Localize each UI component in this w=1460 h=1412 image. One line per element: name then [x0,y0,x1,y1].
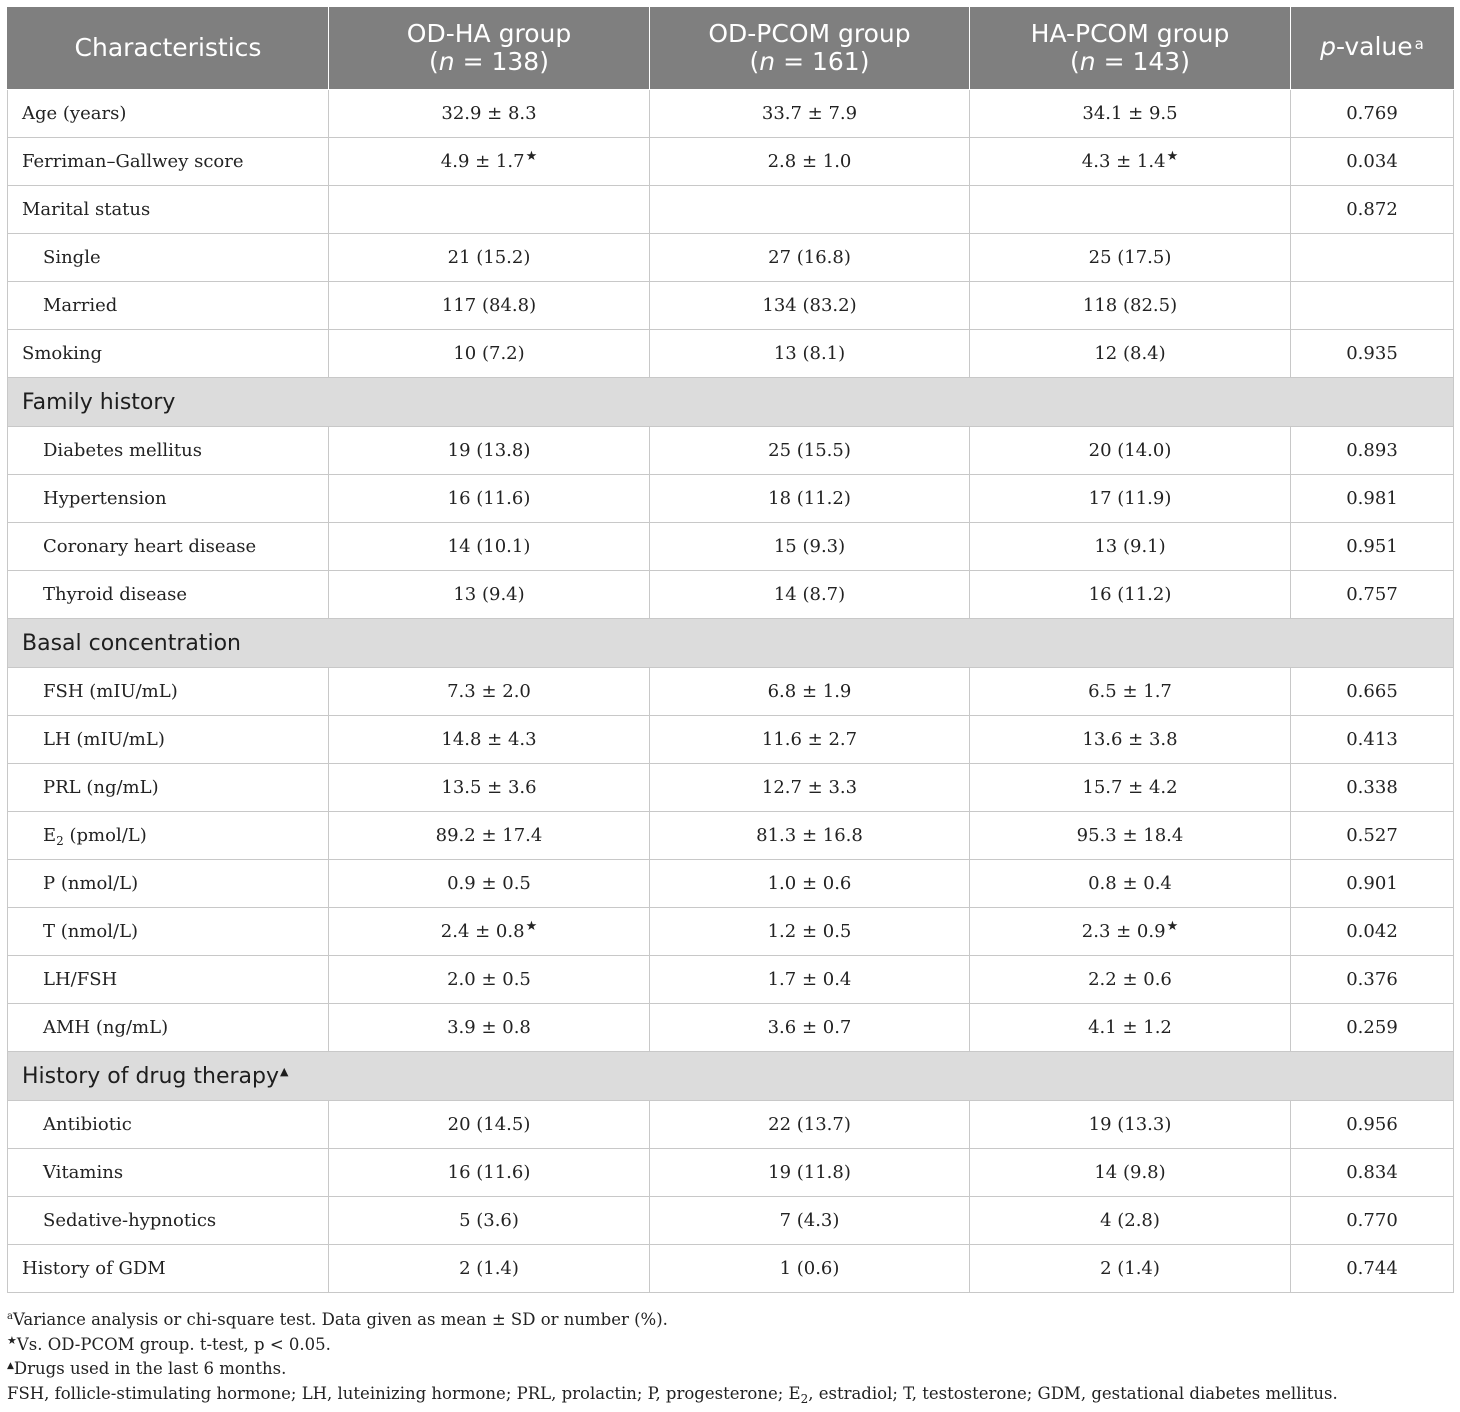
row-label: LH (mIU/mL) [8,716,329,764]
footnote-star: ★Vs. OD-PCOM group. t-test, p < 0.05. [7,1333,331,1354]
table-row [8,812,1454,860]
odha-cell: 7.3 ± 2.0 [329,668,650,716]
p-value-cell: 0.259 [1291,1004,1454,1052]
odpcom-cell: 81.3 ± 16.8 [650,812,970,860]
table-row [8,1197,1454,1245]
table-row [8,860,1454,908]
odha-cell: 2.4 ± 0.8★ [329,908,650,956]
hapcom-cell: 13.6 ± 3.8 [970,716,1291,764]
hapcom-cell: 20 (14.0) [970,427,1291,475]
hapcom-cell: 14 (9.8) [970,1149,1291,1197]
odpcom-cell: 1.7 ± 0.4 [650,956,970,1004]
footnote-abbreviations: FSH, follicle-stimulating hormone; LH, luteinizing hormone; PRL, prolactin; P, progesterone; $E_2$, estradiol; T, testosterone; GDM, gestational diabetes mellitus. [7,1383,1338,1406]
row-label: History of GDM [8,1245,329,1293]
row-label: Hypertension [8,475,329,523]
p-value-cell: 0.956 [1291,1101,1454,1149]
hapcom-cell: 2.2 ± 0.6 [970,956,1291,1004]
odha-cell: 20 (14.5) [329,1101,650,1149]
p-value-cell: 0.951 [1291,523,1454,571]
odpcom-cell: 33.7 ± 7.9 [650,90,970,138]
odpcom-cell: 18 (11.2) [650,475,970,523]
p-value-cell: 0.527 [1291,812,1454,860]
header-characteristics: Characteristics [8,7,329,90]
footnote-triangle: ▲Drugs used in the last 6 months. [7,1359,287,1378]
odpcom-cell: 1 (0.6) [650,1245,970,1293]
odha-cell: 16 (11.6) [329,475,650,523]
row-label: Vitamins [8,1149,329,1197]
header-p-value: p-value $^a$ [1291,7,1454,90]
table-row [8,186,1454,234]
table-row [8,475,1454,523]
p-value-cell [1291,234,1454,282]
odha-cell: 2 (1.4) [329,1245,650,1293]
hapcom-cell: 25 (17.5) [970,234,1291,282]
odha-cell: 5 (3.6) [329,1197,650,1245]
section-heading: Family history [8,378,1454,427]
table-container [7,7,1453,1293]
section-heading: Basal concentration [8,619,1454,668]
odha-cell: 0.9 ± 0.5 [329,860,650,908]
table-row [8,282,1454,330]
odpcom-cell: 15 (9.3) [650,523,970,571]
row-label: Smoking [8,330,329,378]
odha-cell: 14 (10.1) [329,523,650,571]
hapcom-cell: 13 (9.1) [970,523,1291,571]
table-row [8,668,1454,716]
hapcom-cell: 16 (11.2) [970,571,1291,619]
hapcom-cell: 17 (11.9) [970,475,1291,523]
p-value-cell: 0.981 [1291,475,1454,523]
odha-cell: 89.2 ± 17.4 [329,812,650,860]
hapcom-cell: 15.7 ± 4.2 [970,764,1291,812]
p-value-cell: 0.042 [1291,908,1454,956]
header-odha-group: OD-HA group (n = 138) [329,7,650,90]
table-row [8,1101,1454,1149]
table-row [8,90,1454,138]
hapcom-cell: 4.3 ± 1.4★ [970,138,1291,186]
table-row [8,330,1454,378]
odha-cell: 13 (9.4) [329,571,650,619]
hapcom-cell [970,186,1291,234]
header-hapcom-group: HA-PCOM group (n = 143) [970,7,1291,90]
odpcom-cell: 19 (11.8) [650,1149,970,1197]
odpcom-cell: 7 (4.3) [650,1197,970,1245]
hapcom-cell: 4 (2.8) [970,1197,1291,1245]
table-row [8,571,1454,619]
p-value-cell [1291,282,1454,330]
hapcom-cell: 34.1 ± 9.5 [970,90,1291,138]
row-label: T (nmol/L) [8,908,329,956]
table-row [8,1149,1454,1197]
row-label: Marital status [8,186,329,234]
odha-cell: 4.9 ± 1.7★ [329,138,650,186]
hapcom-cell: 118 (82.5) [970,282,1291,330]
row-label: PRL (ng/mL) [8,764,329,812]
section-heading: History of drug therapy▲ [8,1052,1454,1101]
odpcom-cell: 1.2 ± 0.5 [650,908,970,956]
hapcom-cell: 6.5 ± 1.7 [970,668,1291,716]
odha-cell [329,186,650,234]
p-value-cell: 0.935 [1291,330,1454,378]
row-label: AMH (ng/mL) [8,1004,329,1052]
table-row [8,908,1454,956]
row-label: FSH (mIU/mL) [8,668,329,716]
p-value-cell: 0.769 [1291,90,1454,138]
header-odpcom-group: OD-PCOM group (n = 161) [650,7,970,90]
odha-cell: 19 (13.8) [329,427,650,475]
section-row-basal-concentration [8,619,1454,668]
p-value-cell: 0.413 [1291,716,1454,764]
odha-cell: 21 (15.2) [329,234,650,282]
table-row [8,716,1454,764]
odpcom-cell: 13 (8.1) [650,330,970,378]
p-value-cell: 0.834 [1291,1149,1454,1197]
odha-cell: 2.0 ± 0.5 [329,956,650,1004]
p-value-cell: 0.376 [1291,956,1454,1004]
hapcom-cell: 95.3 ± 18.4 [970,812,1291,860]
odpcom-cell: 27 (16.8) [650,234,970,282]
odpcom-cell: 1.0 ± 0.6 [650,860,970,908]
row-label: $E_2$ (pmol/L) [8,812,329,860]
row-label: Ferriman–Gallwey score [8,138,329,186]
odpcom-cell: 6.8 ± 1.9 [650,668,970,716]
p-value-cell: 0.338 [1291,764,1454,812]
table-row [8,1004,1454,1052]
star-marker: ★ [525,149,538,164]
table-row [8,1245,1454,1293]
table-row [8,427,1454,475]
p-value-cell: 0.665 [1291,668,1454,716]
star-marker: ★ [1166,149,1179,164]
p-value-cell: 0.744 [1291,1245,1454,1293]
hapcom-cell: 2.3 ± 0.9★ [970,908,1291,956]
triangle-marker: ▲ [280,1064,289,1078]
table-row [8,138,1454,186]
p-value-cell: 0.757 [1291,571,1454,619]
row-label: Married [8,282,329,330]
odpcom-cell: 12.7 ± 3.3 [650,764,970,812]
odha-cell: 3.9 ± 0.8 [329,1004,650,1052]
odha-cell: 10 (7.2) [329,330,650,378]
table-row [8,956,1454,1004]
table-row [8,764,1454,812]
odha-cell: 16 (11.6) [329,1149,650,1197]
table-row [8,523,1454,571]
p-value-cell: 0.872 [1291,186,1454,234]
hapcom-cell: 12 (8.4) [970,330,1291,378]
section-row-family-history [8,378,1454,427]
hapcom-cell: 19 (13.3) [970,1101,1291,1149]
row-label: Coronary heart disease [8,523,329,571]
odpcom-cell [650,186,970,234]
hapcom-cell: 4.1 ± 1.2 [970,1004,1291,1052]
footnote-a: $^a$Variance analysis or chi-square test. Data given as mean ± SD or number (%). [7,1310,668,1329]
odha-cell: 117 (84.8) [329,282,650,330]
header-row [8,7,1454,90]
row-label: Antibiotic [8,1101,329,1149]
p-value-cell: 0.901 [1291,860,1454,908]
row-label: Sedative-hypnotics [8,1197,329,1245]
star-marker: ★ [1166,919,1179,934]
odpcom-cell: 14 (8.7) [650,571,970,619]
characteristics-table [7,7,1454,1293]
p-value-cell: 0.893 [1291,427,1454,475]
odpcom-cell: 25 (15.5) [650,427,970,475]
p-value-cell: 0.034 [1291,138,1454,186]
row-label: Diabetes mellitus [8,427,329,475]
section-row-drug-therapy [8,1052,1454,1101]
odpcom-cell: 11.6 ± 2.7 [650,716,970,764]
odpcom-cell: 22 (13.7) [650,1101,970,1149]
p-value-cell: 0.770 [1291,1197,1454,1245]
hapcom-cell: 2 (1.4) [970,1245,1291,1293]
row-label: Single [8,234,329,282]
hapcom-cell: 0.8 ± 0.4 [970,860,1291,908]
row-label: LH/FSH [8,956,329,1004]
odha-cell: 13.5 ± 3.6 [329,764,650,812]
row-label: Age (years) [8,90,329,138]
odha-cell: 14.8 ± 4.3 [329,716,650,764]
odpcom-cell: 134 (83.2) [650,282,970,330]
star-marker: ★ [525,919,538,934]
odpcom-cell: 3.6 ± 0.7 [650,1004,970,1052]
row-label: Thyroid disease [8,571,329,619]
odpcom-cell: 2.8 ± 1.0 [650,138,970,186]
table-footnotes [7,1308,1453,1406]
table-row [8,234,1454,282]
odha-cell: 32.9 ± 8.3 [329,90,650,138]
row-label: P (nmol/L) [8,860,329,908]
